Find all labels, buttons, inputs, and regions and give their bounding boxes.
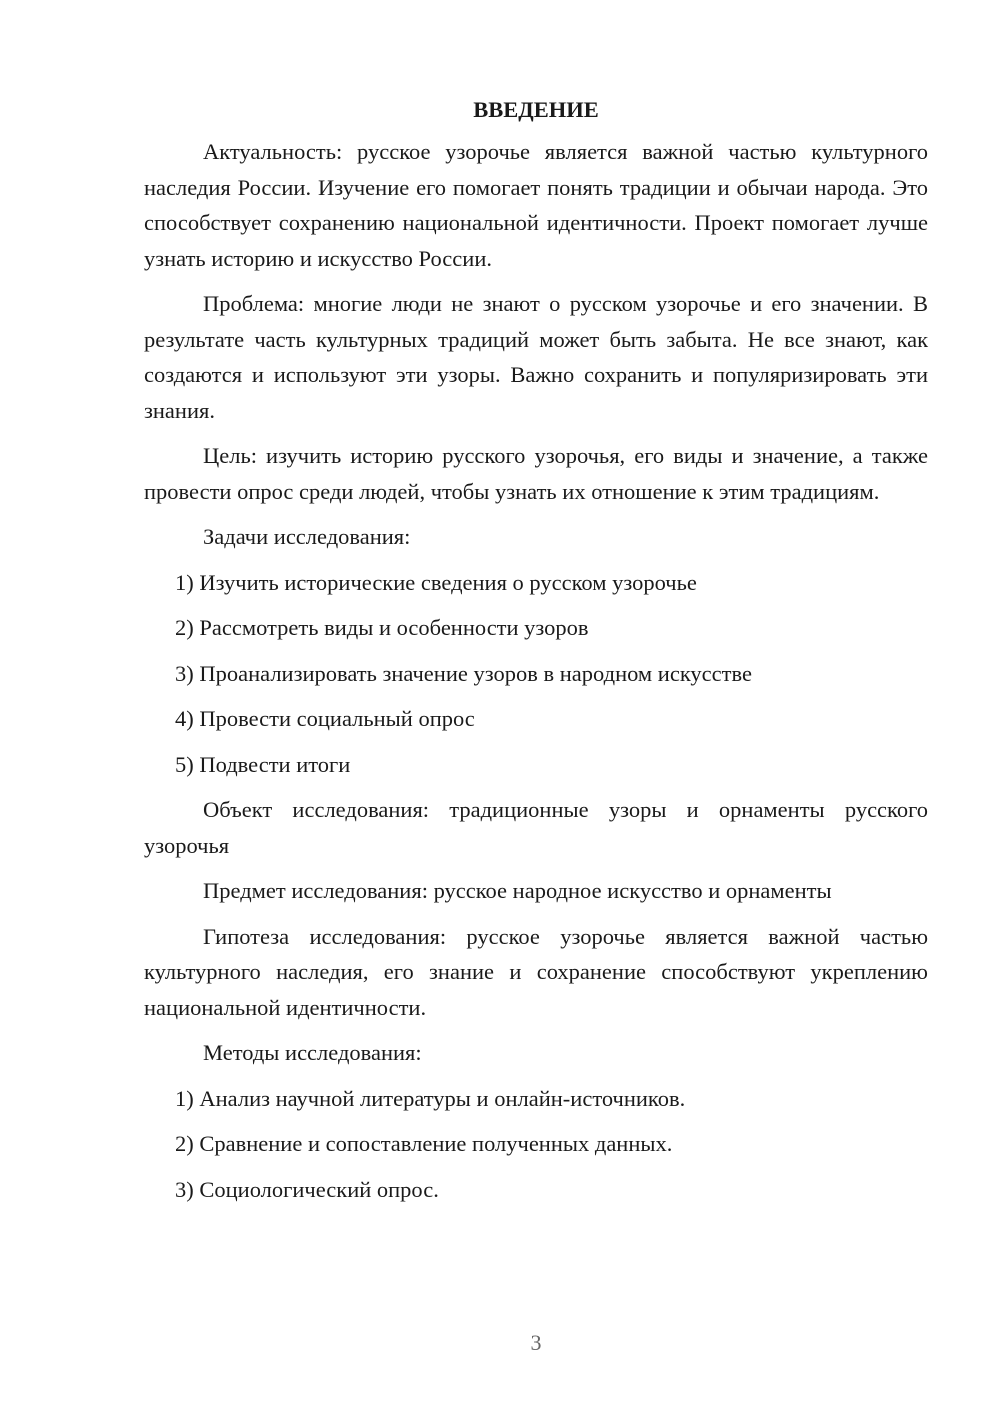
tasks-list bbox=[144, 565, 928, 783]
page-number: 3 bbox=[530, 1330, 542, 1355]
section-title: ВВЕДЕНИЕ bbox=[473, 97, 599, 122]
task-item: 1) Изучить исторические сведения о русском узорочье bbox=[175, 569, 697, 595]
page-content bbox=[144, 92, 928, 1217]
task-item: 4) Провести социальный опрос bbox=[175, 706, 475, 731]
hypothesis-paragraph: Гипотеза исследования: русское узорочье является важной частью культурного наследия, его знание и сохранение способствуют укреплению национальной идентичности. bbox=[144, 923, 928, 1020]
methods-list bbox=[144, 1081, 928, 1208]
tasks-heading: Задачи исследования: bbox=[203, 524, 411, 549]
problem-paragraph: Проблема: многие люди не знают о русском узорочье и его значении. В результате часть культурных традиций может быть забыта. Не все знают, как создаются и используют эти узоры. Важно сохранить и популяризировать эти знания. bbox=[144, 291, 928, 423]
task-item: 5) Подвести итоги bbox=[175, 751, 351, 777]
method-item: 3) Социологический опрос. bbox=[175, 1176, 439, 1202]
methods-heading: Методы исследования: bbox=[203, 1040, 422, 1065]
method-item: 2) Сравнение и сопоставление полученных данных. bbox=[175, 1131, 673, 1156]
method-item: 1) Анализ научной литературы и онлайн-источников. bbox=[175, 1085, 686, 1111]
task-item: 3) Проанализировать значение узоров в народном искусстве bbox=[175, 660, 752, 686]
actuality-paragraph: Актуальность: русское узорочье является важной частью культурного наследия России. Изучение его помогает понять традиции и обычаи народа. Это способствует сохранению национальной идентичности. Проект помогает лучше узнать историю и искусство России. bbox=[144, 139, 928, 271]
subject-paragraph: Предмет исследования: русское народное искусство и орнаменты bbox=[203, 878, 832, 903]
task-item: 2) Рассмотреть виды и особенности узоров bbox=[175, 615, 589, 640]
object-paragraph: Объект исследования: традиционные узоры и орнаменты русского узорочья bbox=[144, 797, 928, 858]
goal-paragraph: Цель: изучить историю русского узорочья, его виды и значение, а также провести опрос среди людей, чтобы узнать их отношение к этим традициям. bbox=[144, 443, 928, 504]
